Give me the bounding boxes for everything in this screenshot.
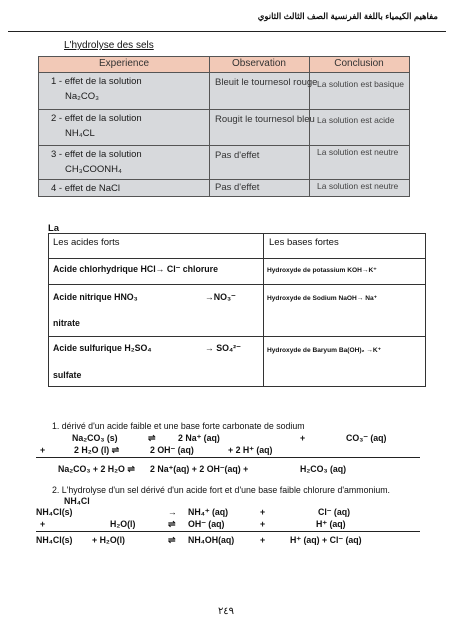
base-2: Hydroxyde de Sodium NaOH→ Na⁺ — [267, 295, 378, 302]
eq1-l3-c: H₂CO₃ (aq) — [300, 464, 347, 474]
eq1-sum-line — [36, 457, 420, 458]
exp-1-line1: 1 - effet de la solution — [51, 76, 142, 87]
acid-3-cont: sulfate — [53, 370, 82, 380]
eq2-l2-a: + — [40, 519, 46, 529]
eq1-l1-e: CO₃⁻ (aq) — [346, 433, 387, 443]
eq2-sum-line — [36, 531, 420, 532]
eq2-l3-b: + H₂O(l) — [92, 535, 125, 545]
header-divider — [8, 31, 446, 32]
eq1-l1-a: Na₂CO₃ (s) — [72, 433, 118, 443]
header-experience: Experience — [98, 58, 150, 69]
header-bases: Les bases fortes — [269, 237, 339, 248]
concl-2: La solution est acide — [317, 115, 395, 125]
row-divider — [49, 258, 425, 259]
base-1: Hydroxyde de potassium KOH→K⁺ — [267, 267, 377, 274]
eq1-l2-a: + — [40, 445, 46, 455]
page-header: مفاهيم الكيمياء باللغة الفرنسية الصف الثالث الثانوي — [257, 11, 438, 21]
eq1-l2-d: + 2 H⁺ (aq) — [228, 445, 273, 455]
eq2-l2-e: + — [260, 519, 266, 529]
acid-2-arrow: →NO₃⁻ — [205, 292, 236, 302]
eq2-l1-d: + — [260, 507, 266, 517]
eq2-l1-e: Cl⁻ (aq) — [318, 507, 351, 517]
exp-3-line1: 3 - effet de la solution — [51, 149, 142, 160]
eq1-l2-b: 2 H₂O (l) ⇌ — [74, 445, 120, 455]
row-divider — [49, 336, 425, 337]
row-divider — [39, 109, 409, 110]
acid-2: Acide nitrique HNO₃ — [53, 292, 138, 302]
eq1-l3-b: 2 Na⁺(aq) + 2 OH⁻(aq) + — [150, 464, 249, 474]
eq2-l2-b: H₂O(l) — [110, 519, 136, 529]
la-label: La — [48, 223, 60, 234]
acid-3-arrow: → SO₄²⁻ — [205, 343, 241, 353]
eq1-l2-c: 2 OH⁻ (aq) — [150, 445, 194, 455]
concl-3: La solution est neutre — [317, 147, 399, 157]
eq2-l2-c: ⇌ — [168, 519, 176, 529]
row-divider — [49, 284, 425, 285]
page-number: ٢٤٩ — [217, 606, 235, 617]
eq2-l3-e: + — [260, 535, 266, 545]
obs-3: Pas d'effet — [215, 150, 260, 161]
row-divider — [39, 145, 409, 146]
concl-1: La solution est basique — [317, 79, 404, 89]
acid-1: Acide chlorhydrique HCl→ Cl⁻ chlorure — [53, 264, 218, 274]
row-divider — [39, 179, 409, 180]
exp-3-formula: CH₃COONH₄ — [65, 164, 122, 175]
eq2-title: 2. L'hydrolyse d'un sel dérivé d'un acide fort et d'une base faible chlorure d'ammonium. — [52, 485, 390, 495]
eq2-l3-c: ⇌ — [168, 535, 176, 545]
col-divider — [263, 234, 264, 386]
obs-2: Rougit le tournesol bleu — [215, 114, 315, 125]
eq1-l1-c: 2 Na⁺ (aq) — [178, 433, 220, 443]
header-observation: Observation — [232, 58, 286, 69]
acids-bases-table — [48, 233, 426, 387]
eq2-l1-a: NH₄Cl(s) — [36, 507, 73, 517]
eq2-l2-f: H⁺ (aq) — [316, 519, 346, 529]
eq2-l3-d: NH₄OH(aq) — [188, 535, 235, 545]
eq1-l1-b: ⇌ — [148, 433, 156, 443]
eq1-title: 1. dérivé d'un acide faible et une base forte carbonate de sodium — [52, 421, 305, 431]
concl-4: La solution est neutre — [317, 181, 399, 191]
acid-2-cont: nitrate — [53, 318, 80, 328]
eq2-title2: NH₄Cl — [64, 496, 90, 506]
exp-4: 4 - effet de NaCl — [51, 183, 121, 194]
hydrolysis-table — [38, 56, 410, 197]
eq2-l3-f: H⁺ (aq) + Cl⁻ (aq) — [290, 535, 362, 545]
eq1-l3-a: Na₂CO₃ + 2 H₂O ⇌ — [58, 464, 135, 474]
exp-2-formula: NH₄CL — [65, 128, 95, 139]
base-3: Hydroxyde de Baryum Ba(OH)₂ →K⁺ — [267, 347, 382, 354]
header-acids: Les acides forts — [53, 237, 120, 248]
section-title: L'hydrolyse des sels — [64, 40, 154, 51]
eq2-l1-b: → — [168, 507, 177, 517]
obs-1: Bleuit le tournesol rouge — [215, 77, 318, 88]
eq2-l1-c: NH₄⁺ (aq) — [188, 507, 229, 517]
exp-1-formula: Na₂CO₃ — [65, 91, 99, 102]
exp-2-line1: 2 - effet de la solution — [51, 113, 142, 124]
col-divider — [209, 57, 210, 196]
header-conclusion: Conclusion — [334, 58, 384, 69]
eq2-l3-a: NH₄Cl(s) — [36, 535, 73, 545]
eq1-l1-d: + — [300, 433, 306, 443]
acid-3: Acide sulfurique H₂SO₄ — [53, 343, 152, 353]
obs-4: Pas d'effet — [215, 182, 260, 193]
eq2-l2-d: OH⁻ (aq) — [188, 519, 225, 529]
